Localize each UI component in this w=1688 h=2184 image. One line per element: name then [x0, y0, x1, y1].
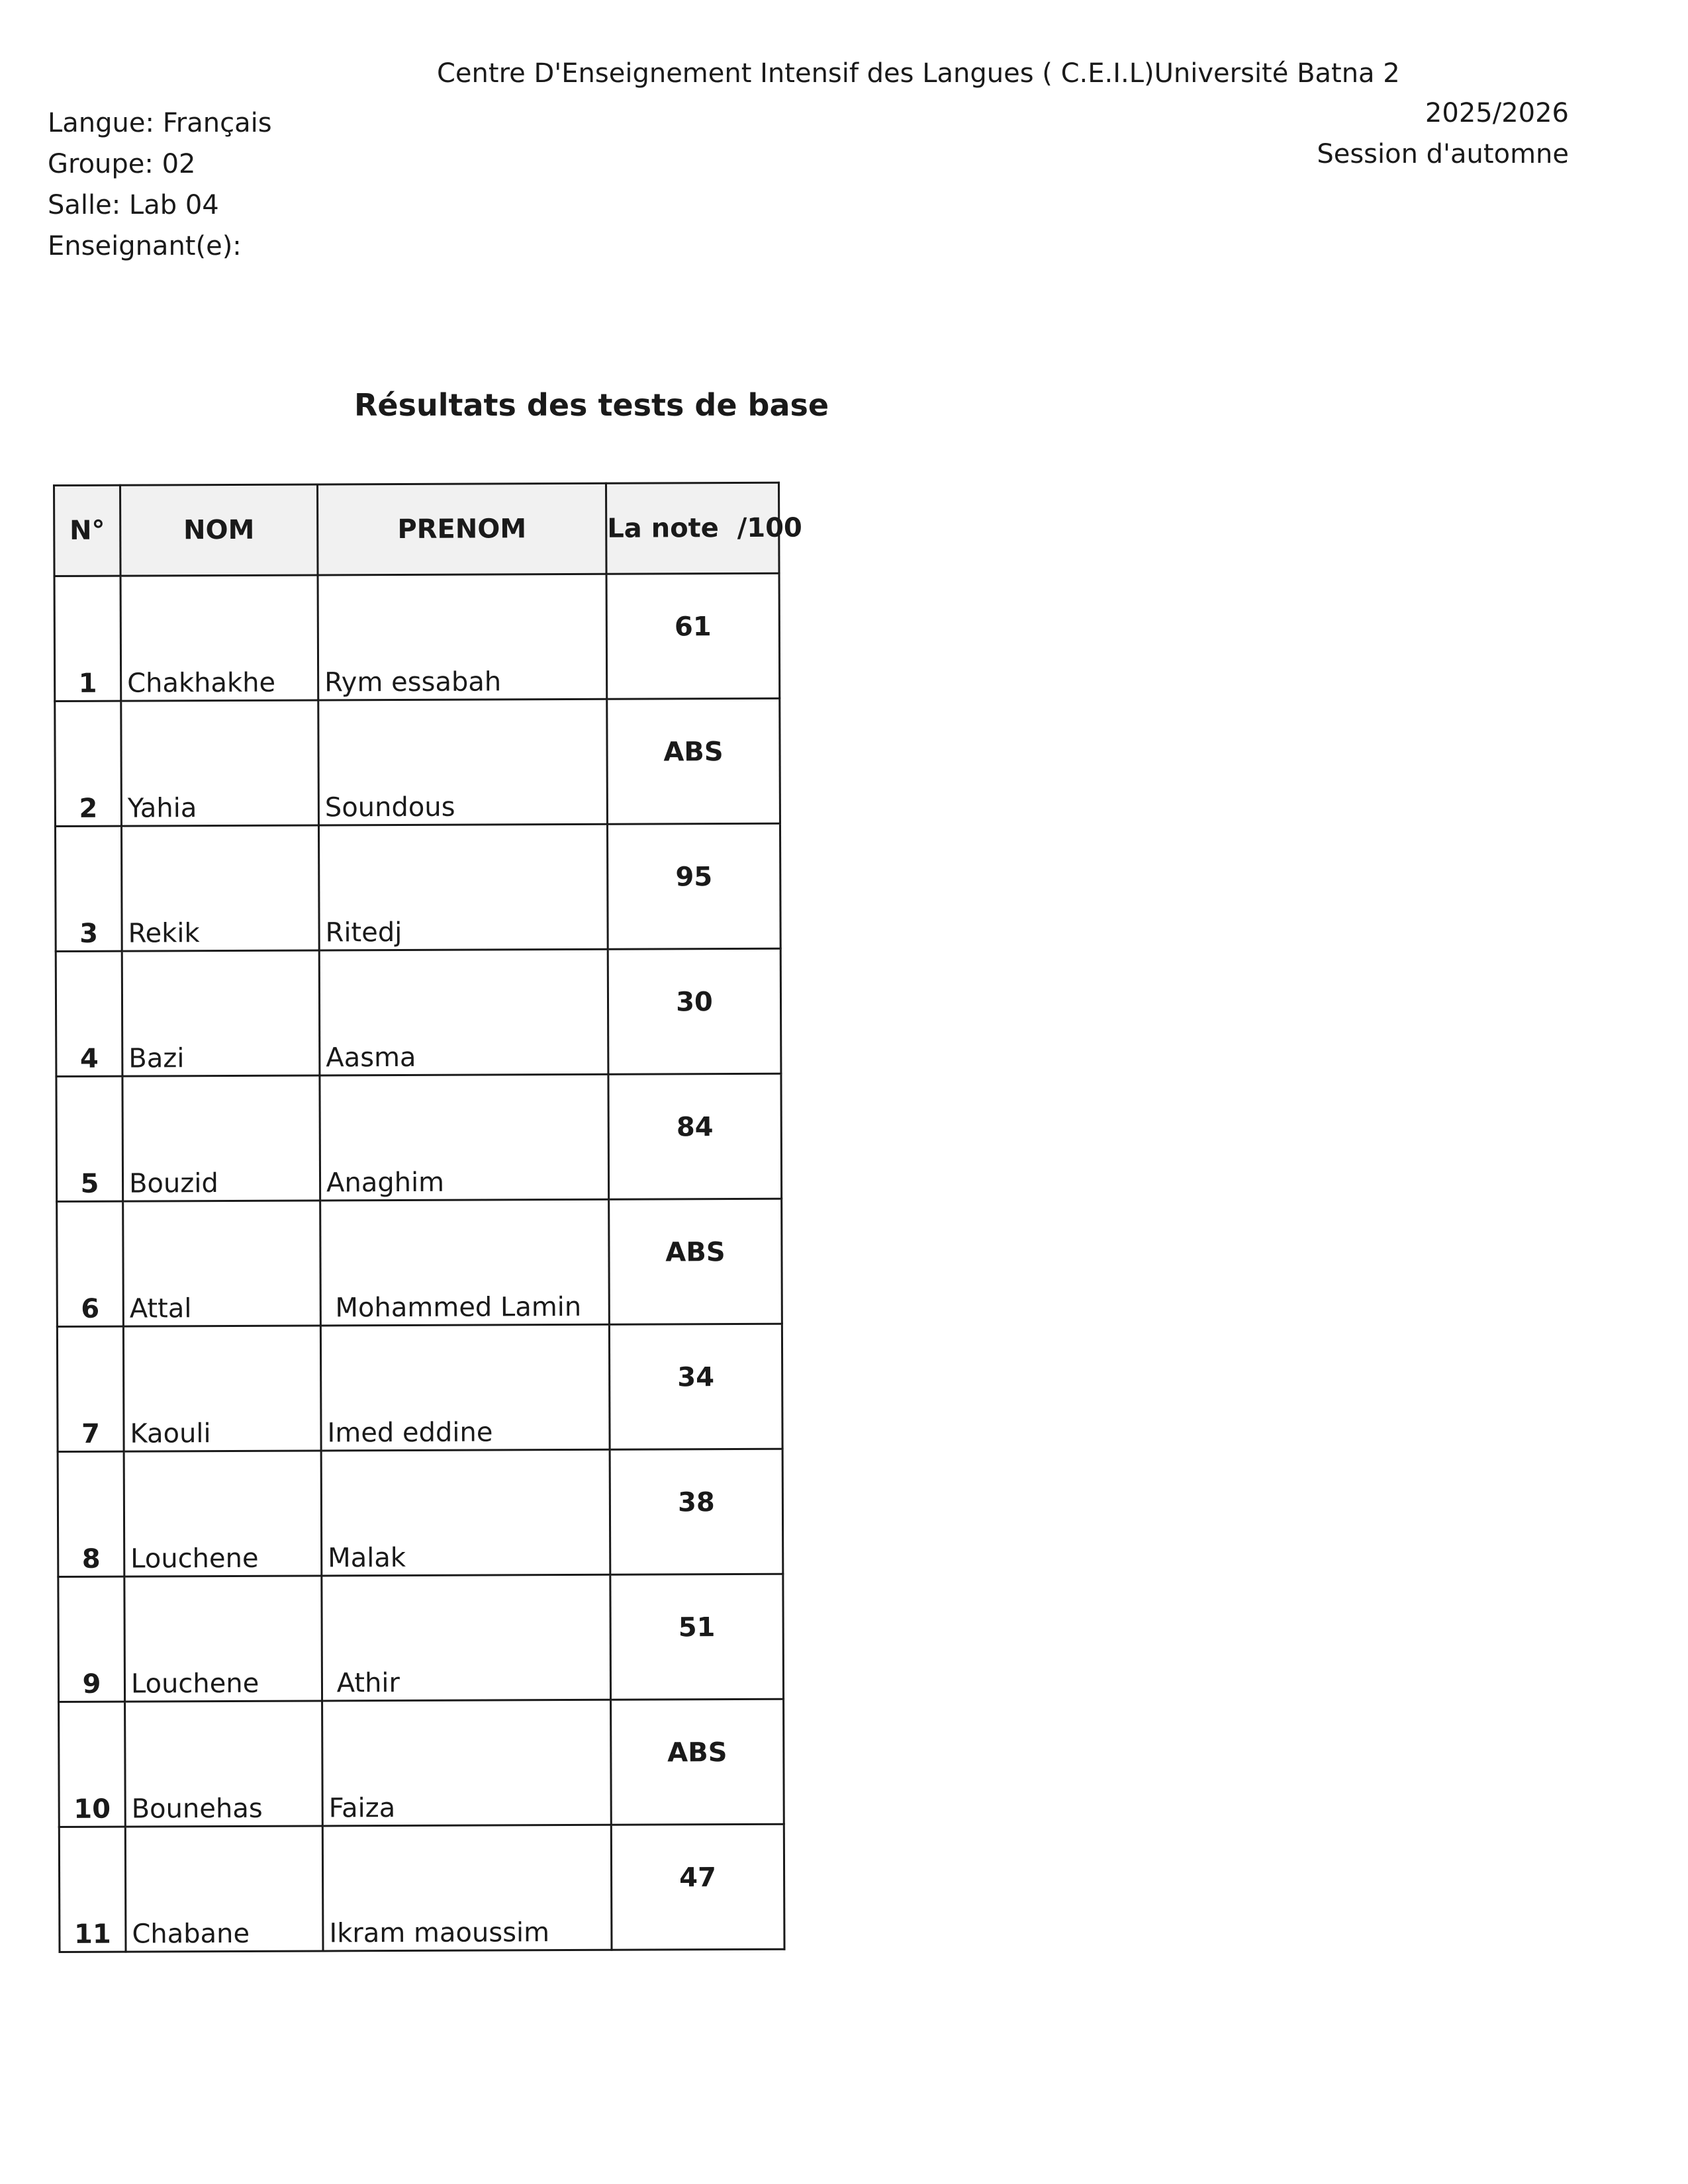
table-row: [59, 1699, 784, 1827]
session-label: Session d'automne: [1317, 139, 1569, 169]
cell-prenom: Ritedj: [318, 824, 608, 950]
header-nom: NOM: [120, 484, 318, 576]
table-row: [56, 948, 781, 1076]
cell-nom: Attal: [123, 1201, 321, 1326]
cell-prenom: Imed eddine: [320, 1324, 610, 1451]
cell-num: 9: [58, 1576, 125, 1702]
cell-nom: Rekik: [121, 825, 319, 951]
cell-num: 10: [59, 1702, 126, 1827]
cell-nom: Bazi: [122, 950, 320, 1076]
cell-note: 30: [608, 948, 781, 1074]
table-header-row: [54, 482, 780, 576]
cell-num: 1: [54, 576, 121, 701]
cell-nom: Bounehas: [125, 1701, 323, 1827]
document-title: Résultats des tests de base: [354, 387, 829, 423]
cell-prenom: Soundous: [318, 699, 608, 825]
cell-nom: Louchene: [124, 1576, 322, 1702]
cell-note: 34: [609, 1324, 782, 1449]
cell-note: 47: [611, 1824, 784, 1950]
cell-note: 95: [607, 823, 780, 949]
enseignant-label: Enseignant(e):: [48, 231, 242, 261]
cell-num: 3: [55, 826, 122, 951]
cell-note: 51: [610, 1574, 784, 1700]
cell-note: ABS: [609, 1199, 782, 1324]
salle-label: Salle: Lab 04: [48, 190, 219, 220]
table-row: [56, 1073, 782, 1201]
cell-note: ABS: [611, 1699, 784, 1825]
cell-note: 84: [608, 1073, 782, 1199]
cell-nom: Yahia: [121, 700, 319, 826]
institution-header: Centre D'Enseignement Intensif des Langues ( C.E.I.L)Université Batna 2: [437, 58, 1400, 89]
header-num: N°: [54, 485, 121, 576]
cell-num: 8: [58, 1451, 124, 1576]
results-body: [54, 573, 784, 1952]
table-row: [55, 698, 780, 826]
session-info: [1317, 93, 1569, 175]
langue-label: Langue: Français: [48, 108, 272, 138]
cell-prenom: Anaghim: [320, 1074, 609, 1201]
cell-num: 4: [56, 951, 122, 1076]
cell-prenom: Athir: [322, 1574, 611, 1701]
table-row: [58, 1449, 783, 1576]
cell-num: 5: [56, 1076, 123, 1201]
cell-num: 2: [55, 701, 122, 826]
cell-note: 61: [606, 573, 780, 699]
course-info: [48, 103, 272, 267]
cell-num: 7: [57, 1326, 124, 1451]
table-row: [57, 1199, 782, 1326]
cell-nom: Chakhakhe: [120, 575, 318, 701]
table-row: [57, 1324, 782, 1451]
cell-prenom: Ikram maoussim: [322, 1825, 612, 1951]
cell-nom: Louchene: [124, 1451, 322, 1576]
table-row: [59, 1824, 784, 1952]
table-row: [58, 1574, 784, 1702]
cell-num: 6: [57, 1201, 124, 1326]
header-prenom: PRENOM: [318, 483, 607, 575]
table-row: [55, 823, 780, 951]
cell-prenom: Mohammed Lamin: [320, 1199, 610, 1326]
cell-nom: Kaouli: [123, 1326, 321, 1451]
cell-num: 11: [59, 1827, 126, 1952]
academic-year: 2025/2026: [1425, 98, 1569, 128]
groupe-label: Groupe: 02: [48, 149, 196, 179]
table-row: [54, 573, 780, 701]
cell-note: ABS: [607, 698, 780, 824]
header-note: La note /100: [606, 482, 779, 574]
cell-nom: Chabane: [125, 1826, 323, 1952]
cell-prenom: Aasma: [319, 949, 608, 1075]
cell-nom: Bouzid: [122, 1075, 320, 1201]
cell-note: 38: [610, 1449, 783, 1574]
cell-prenom: Malak: [321, 1449, 610, 1576]
results-table: [53, 482, 802, 1953]
cell-prenom: Faiza: [322, 1700, 612, 1826]
cell-prenom: Rym essabah: [318, 574, 607, 700]
